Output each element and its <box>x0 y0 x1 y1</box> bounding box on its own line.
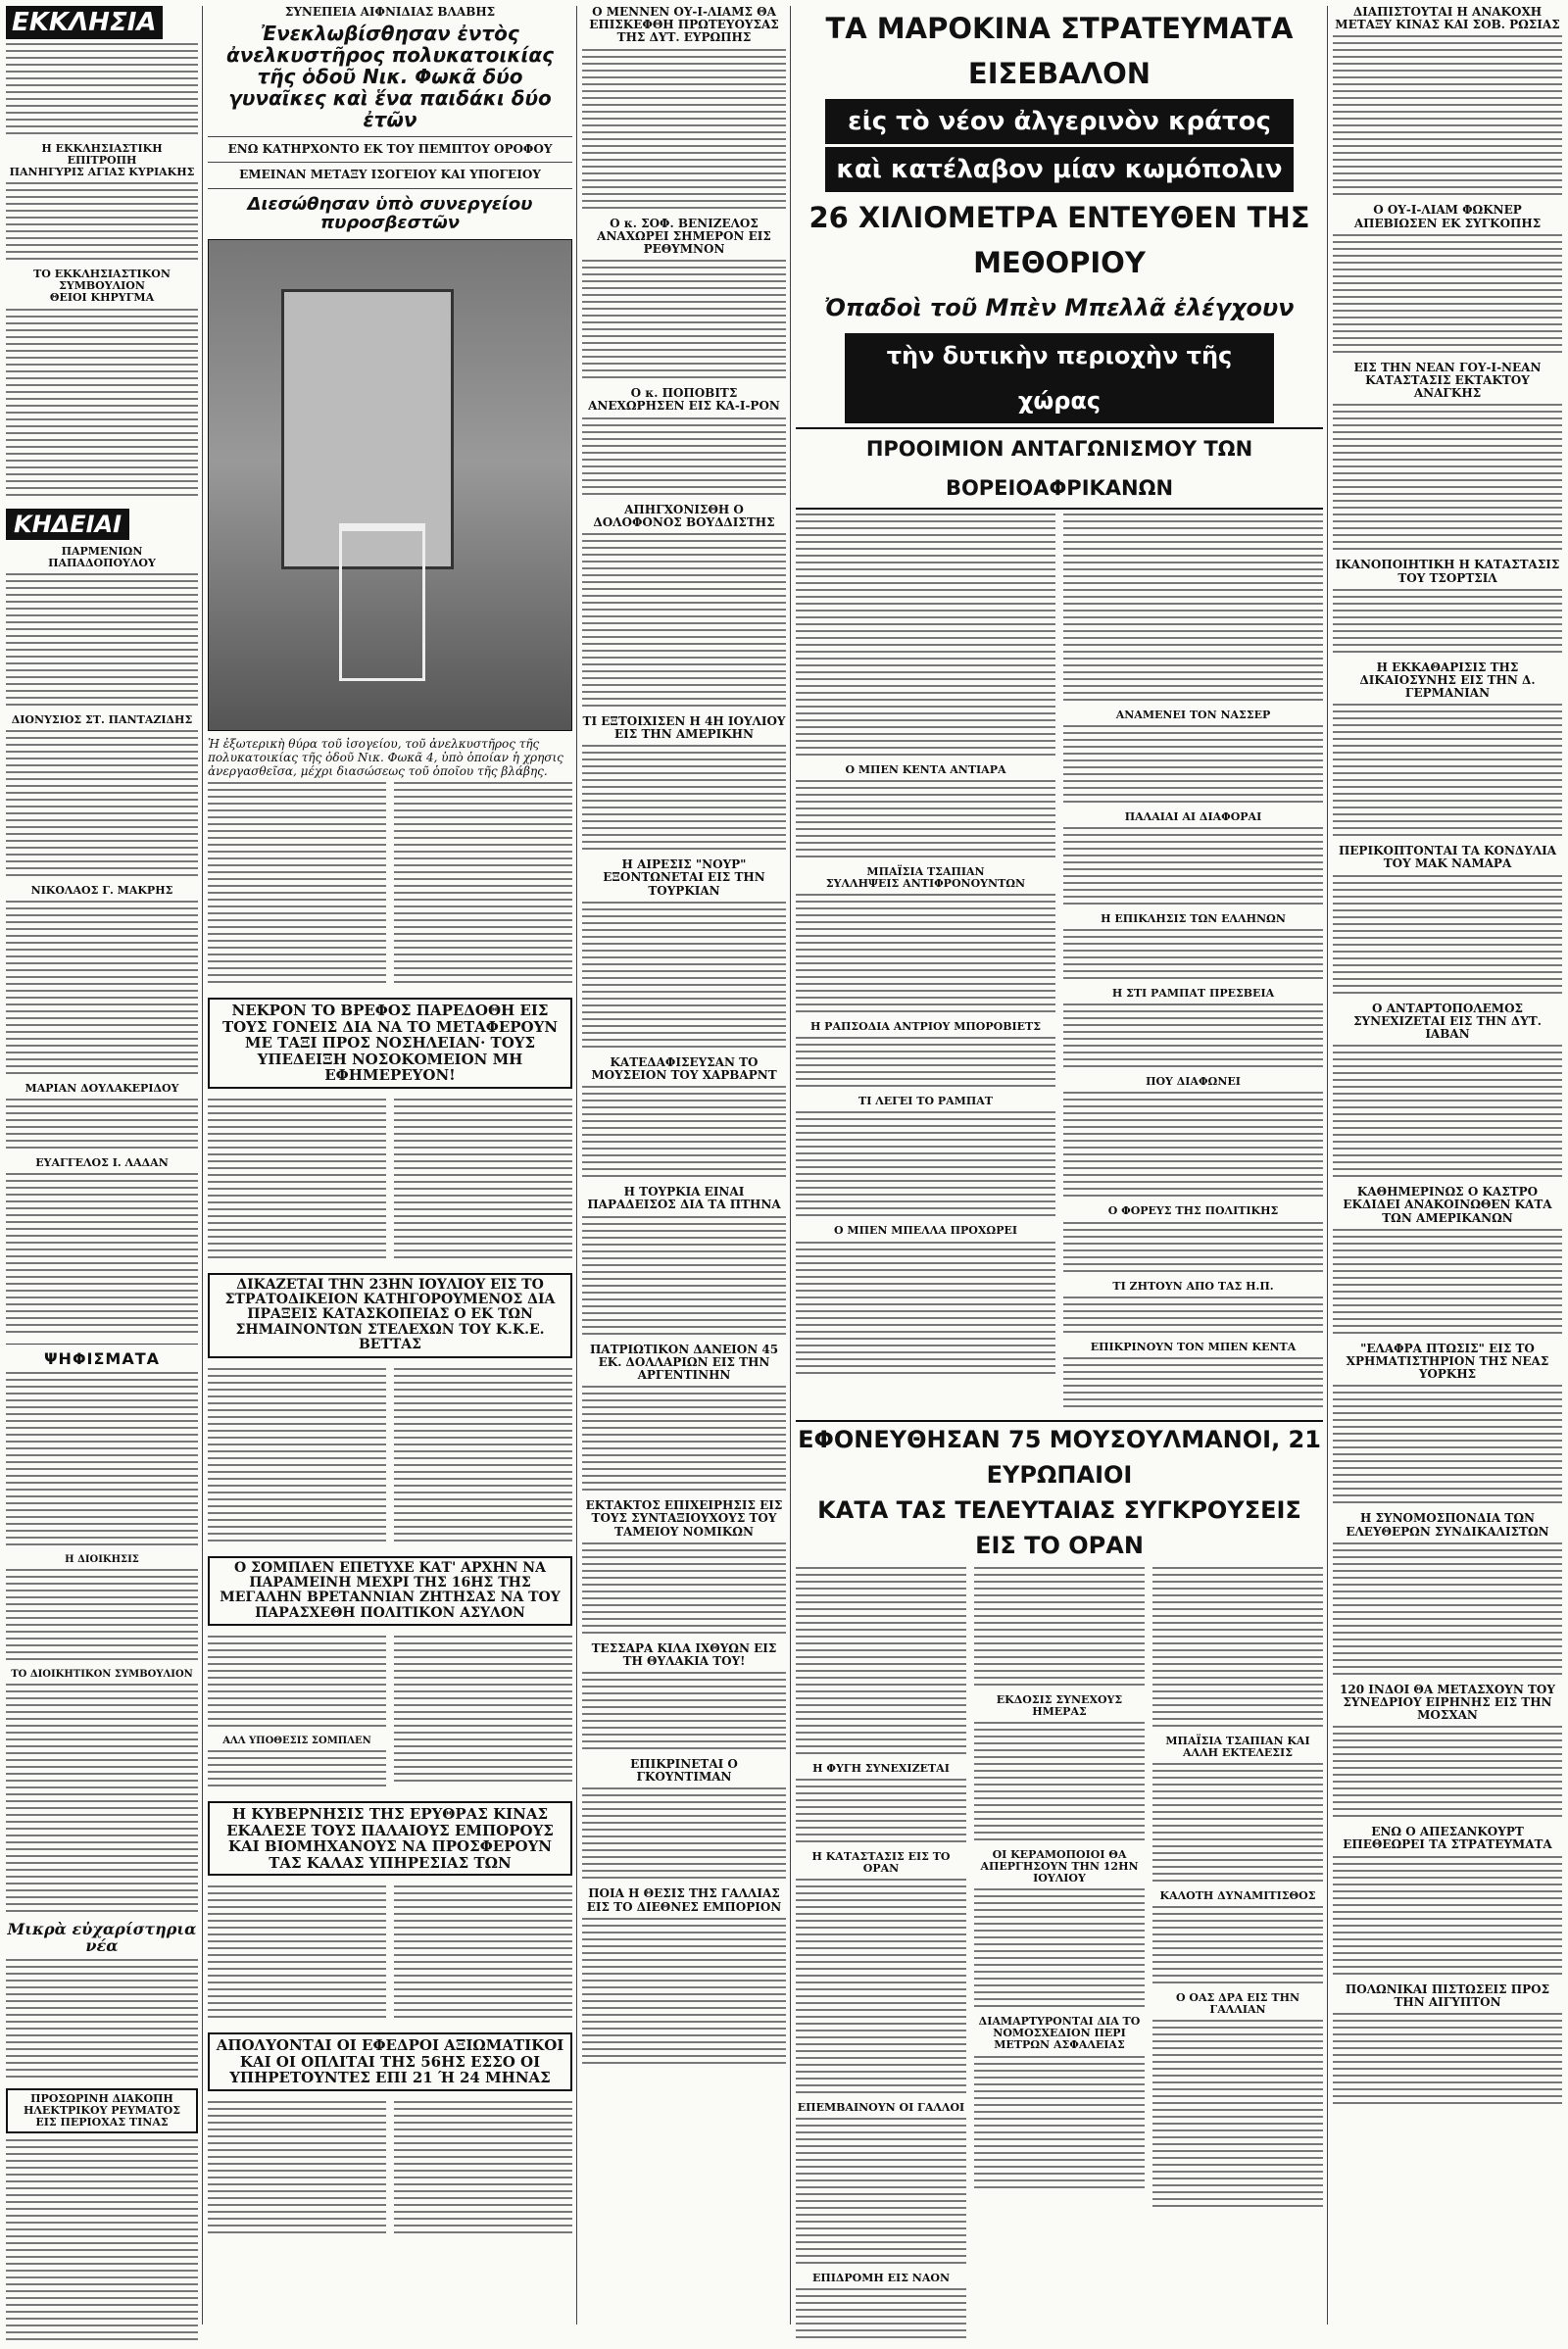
votes-text <box>6 1569 198 1665</box>
column-rule <box>202 6 203 2325</box>
article-subhead: ΑΝΑΜΕΝΕΙ ΤΟΝ ΝΑΣΣΕΡ <box>1115 709 1271 721</box>
article-text <box>582 260 786 383</box>
church-subhead: ΤΟ ΕΚΚΛΗΣΙΑΣΤΙΚΟΝ ΣΥΜΒΟΥΛΙΟΝ <box>33 268 171 293</box>
main-headline-2: ΚΑΤΑ ΤΑΣ ΤΕΛΕΥΤΑΙΑΣ ΣΥΓΚΡΟΥΣΕΙΣ ΕΙΣ ΤΟ ΟΡΑΝ <box>817 1495 1301 1559</box>
article-text <box>394 1885 572 2023</box>
chair <box>339 523 424 681</box>
article-subhead: ΕΚΔΟΣΙΣ ΣΥΝΕΧΟΥΣ ΗΜΕΡΑΣ <box>996 1692 1123 1718</box>
funeral-name: ΠΑΡΜΕΝΙΩΝ ΠΑΠΑΔΟΠΟΥΛΟΥ <box>48 544 156 569</box>
article-text <box>1063 1222 1323 1277</box>
article-subhead: Ο ΟΑΣ ΔΡΑ ΕΙΣ ΤΗΝ ΓΑΛΛΙΑΝ <box>1175 1991 1300 2017</box>
article-subhead: Η ΣΤΙ ΡΑΜΠΑΤ ΠΡΕΣΒΕΙΑ <box>1111 987 1275 1001</box>
article-text <box>974 1722 1145 1845</box>
article-headline: ΕΚΤΑΚΤΟΣ ΕΠΙΧΕΙΡΗΣΙΣ ΕΙΣ ΤΟΥΣ ΣΥΝΤΑΞΙΟΥΧΟΥΣ ΤΟΥ ΤΑΜΕΙΟΥ ΝΟΜΙΚΩΝ <box>585 1498 783 1539</box>
article-text <box>1333 2013 1562 2109</box>
article-kicker: ΣΥΝΕΠΕΙΑ ΑΙΦΝΙΔΙΑΣ ΒΛΑΒΗΣ <box>284 6 496 19</box>
funeral-name: ΝΙΚΟΛΑΟΣ Γ. ΜΑΚΡΗΣ <box>30 883 173 897</box>
article-headline: Η ΤΟΥΡΚΙΑ ΕΙΝΑΙ ΠΑΡΑΔΕΙΣΟΣ ΔΙΑ ΤΑ ΠΤΗΝΑ <box>587 1185 781 1212</box>
article-text <box>796 2288 966 2343</box>
article-text <box>1333 704 1562 841</box>
article-text <box>208 1099 386 1263</box>
article-subhead: ΕΠΙΔΡΟΜΗ ΕΙΣ ΝΑΟΝ <box>811 2272 951 2285</box>
funeral-text <box>6 1173 198 1338</box>
column-rule <box>790 6 791 2325</box>
article-headline: ΑΠΟΛΥΟΝΤΑΙ ΟΙ ΕΦΕΔΡΟΙ ΑΞΙΩΜΑΤΙΚΟΙ ΚΑΙ ΟΙ ΟΠΛΙΤΑΙ ΤΗΣ 56ΗΣ ΕΣΣΟ ΟΙ ΥΠΗΡΕΤΟΥΝΤΕΣ ΕΠΙ 21 Ή 24 ΜΗΝΑΣ <box>208 2032 572 2091</box>
column-rule <box>1327 6 1328 2325</box>
article-text <box>796 1242 1055 1379</box>
funeral-text <box>6 730 198 881</box>
article-subhead: Ο ΜΠΕΝ ΜΠΕΛΛΑ ΠΡΟΧΩΡΕΙ <box>834 1224 1017 1238</box>
funeral-text <box>6 1099 198 1153</box>
column-rule <box>576 6 577 2325</box>
elevator-photo <box>208 239 572 731</box>
funerals-section-title: ΚΗΔΕΙΑΙ <box>6 509 129 540</box>
funeral-name: ΔΙΟΝΥΣΙΟΣ ΣΤ. ΠΑΝΤΑΖΙΔΗΣ <box>11 712 193 726</box>
article-headline: ΕΠΙΚΡΙΝΕΤΑΙ Ο ΓΚΟΥΝΤΙΜΑΝ <box>630 1757 738 1785</box>
article-text <box>394 2101 572 2238</box>
article-subhead: Διεσώθησαν ὑπὸ συνεργείου πυροσβεστῶν <box>247 193 533 234</box>
article-text <box>1333 1045 1562 1182</box>
article-text <box>1152 1906 1323 1988</box>
article-subhead: Η ΦΥΓΗ ΣΥΝΕΧΙΖΕΤΑΙ <box>812 1761 950 1775</box>
article-text <box>1333 404 1562 555</box>
funeral-text <box>6 573 198 710</box>
article-subhead: ΠΑΛΑΙΑΙ ΑΙ ΔΙΑΦΟΡΑΙ <box>1124 810 1262 824</box>
votes-subhead: ΤΟ ΔΙΟΙΚΗΤΙΚΟΝ ΣΥΜΒΟΥΛΙΟΝ <box>11 1668 193 1680</box>
article-text <box>974 2056 1145 2193</box>
article-text <box>208 1750 386 1791</box>
article-text <box>1063 827 1323 909</box>
article-text <box>1333 35 1562 200</box>
funeral-text <box>6 901 198 1079</box>
article-text <box>582 1787 786 1884</box>
article-subhead: ΤΙ ΖΗΤΟΥΝ ΑΠΟ ΤΑΣ Η.Π. <box>1112 1279 1274 1293</box>
article-text <box>394 782 572 988</box>
votes-subhead: Η ΔΙΟΙΚΗΣΙΣ <box>65 1553 139 1565</box>
article-subhead: ΑΛΛ ΥΠΟΘΕΣΙΣ ΣΟΜΠΛΕΝ <box>222 1736 371 1747</box>
article-headline: ΠΑΤΡΙΩΤΙΚΟΝ ΔΑΝΕΙΟΝ 45 ΕΚ. ΔΟΛΛΑΡΙΩΝ ΕΙΣ ΤΗΝ ΑΡΓΕΝΤΙΝΗΝ <box>589 1342 779 1382</box>
main-headline: Ὀπαδοὶ τοῦ Μπὲν Μπελλᾶ ἐλέγχουν <box>824 294 1295 321</box>
article-text <box>1152 1567 1323 1732</box>
article-text <box>796 894 1055 1017</box>
votes-text <box>6 1372 198 1550</box>
article-text <box>582 1672 786 1754</box>
article-subhead: Η ΚΑΤΑΣΤΑΣΙΣ ΕΙΣ ΤΟ ΟΡΑΝ <box>811 1849 951 1875</box>
article-headline: ΚΑΘΗΜΕΡΙΝΩΣ Ο ΚΑΣΤΡΟ ΕΚΔΙΔΕΙ ΑΝΑΚΟΙΝΩΘΕΝ ΚΑΤΑ ΤΩΝ ΑΜΕΡΙΚΑΝΩΝ <box>1343 1185 1552 1225</box>
column-6 <box>1333 6 1562 2113</box>
article-text <box>1063 725 1323 807</box>
article-text <box>1333 1385 1562 1508</box>
article-subhead: ΕΠΙΚΡΙΝΟΥΝ ΤΟΝ ΜΠΕΝ ΚΕΝΤΑ <box>1090 1340 1297 1353</box>
article-text <box>208 1885 386 2023</box>
church-text <box>6 43 198 139</box>
article-text <box>796 1111 1055 1221</box>
church-section-title: ΕΚΚΛΗΣΙΑ <box>6 6 163 39</box>
article-text <box>796 1779 966 1847</box>
article-text <box>1063 1297 1323 1338</box>
article-subhead: ΠΟΥ ΔΙΑΦΩΝΕΙ <box>1146 1075 1241 1089</box>
article-subhead: ΕΝΩ ΚΑΤΗΡΧΟΝΤΟ ΕΚ ΤΟΥ ΠΕΜΠΤΟΥ ΟΡΟΦΟΥ <box>227 142 553 157</box>
article-headline: ΚΑΤΕΔΑΦΙΣΕΥΣΑΝ ΤΟ ΜΟΥΣΕΙΟΝ ΤΟΥ ΧΑΡΒΑΡΝΤ <box>591 1054 777 1082</box>
article-headline: Ο κ. ΠΟΠΟΒΙΤΣ ΑΝΕΧΩΡΗΣΕΝ ΕΙΣ ΚΑ-Ι-ΡΟΝ <box>588 386 780 414</box>
article-subhead: ΔΙΑΜΑΡΤΥΡΟΝΤΑΙ ΔΙΑ ΤΟ ΝΟΜΟΣΧΕΔΙΟΝ ΠΕΡΙ ΜΕΤΡΩΝ ΑΣΦΑΛΕΙΑΣ <box>978 2015 1141 2052</box>
article-subhead: Η ΕΠΙΚΛΗΣΙΣ ΤΩΝ ΕΛΛΗΝΩΝ <box>1101 912 1286 926</box>
article-subhead: Ο ΜΠΕΝ ΚΕΝΤΑ ΑΝΤΙΑΡΑ <box>845 763 1006 776</box>
article-subhead: ΣΥΛΛΗΨΕΙΣ ΑΝΤΙΦΡΟΝΟΥΝΤΩΝ <box>825 877 1026 891</box>
article-text <box>796 1037 1055 1092</box>
article-headline: ΕΙΣ ΤΗΝ ΝΕΑΝ ΓΟΥ-Ι-ΝΕΑΝ ΚΑΤΑΣΤΑΣΙΣ ΕΚΤΑΚΤΟΥ ΑΝΑΓΚΗΣ <box>1353 360 1542 401</box>
main-headline: τὴν δυτικὴν περιοχὴν τῆς χώρας <box>845 333 1274 423</box>
article-text <box>1063 929 1323 984</box>
article-text <box>796 780 1055 862</box>
article-headline: Η ΣΥΝΟΜΟΣΠΟΝΔΙΑ ΤΩΝ ΕΛΕΥΘΕΡΩΝ ΣΥΝΔΙΚΑΛΙΣΤΩΝ <box>1346 1511 1549 1539</box>
article-headline: Ο ΟΥ-Ι-ΛΙΑΜ ΦΩΚΝΕΡ ΑΠΕΒΙΩΣΕΝ ΕΚ ΣΥΓΚΟΠΗΣ <box>1353 203 1542 230</box>
column-2 <box>208 6 572 2242</box>
article-text <box>208 1368 386 1546</box>
article-text <box>208 2101 386 2238</box>
article-text <box>1333 234 1562 358</box>
article-subhead: ΟΙ ΚΕΡΑΜΟΠΟΙΟΙ ΘΑ ΑΠΕΡΓΗΣΟΥΝ ΤΗΝ 12ΗΝ ΙΟΥΛΙΟΥ <box>980 1847 1139 1885</box>
article-headline: ΑΠΗΓΧΟΝΙΣΘΗ Ο ΔΟΛΟΦΟΝΟΣ ΒΟΥΔΔΙΣΤΗΣ <box>593 502 775 529</box>
article-text <box>582 533 786 711</box>
article-headline: Ο ΣΟΜΠΛΕΝ ΕΠΕΤΥΧΕ ΚΑΤ' ΑΡΧΗΝ ΝΑ ΠΑΡΑΜΕΙΝΗ ΜΕΧΡΙ ΤΗΣ 16ΗΣ ΤΗΣ ΜΕΓΑΛΗΝ ΒΡΕΤΑΝΝΙΑΝ ΖΗΤΗΣΑΣ ΝΑ ΤΟΥ ΠΑΡΑΣΧΕΘΗ ΠΟΛΙΤΙΚΟΝ ΑΣΥΛΟΝ <box>208 1556 572 1627</box>
article-text <box>974 1888 1145 2012</box>
church-subhead: ΠΑΝΗΓΥΡΙΣ ΑΓΙΑΣ ΚΥΡΙΑΚΗΣ <box>9 166 195 179</box>
column-3 <box>582 6 786 2073</box>
article-text <box>1063 1092 1323 1201</box>
article-text <box>582 49 786 214</box>
article-text <box>208 1636 386 1732</box>
article-subhead: ΜΠΑΪΣΙΑ ΤΣΑΠΙΑΝ ΚΑΙ ΑΛΛΗ ΕΚΤΕΛΕΣΙΣ <box>1165 1734 1310 1759</box>
article-headline: Η ΚΥΒΕΡΝΗΣΙΣ ΤΗΣ ΕΡΥΘΡΑΣ ΚΙΝΑΣ ΕΚΑΛΕΣΕ ΤΟΥΣ ΠΑΛΑΙΟΥΣ ΕΜΠΟΡΟΥΣ ΚΑΙ ΒΙΟΜΗΧΑΝΟΥΣ ΝΑ ΠΡΟΣΦΕΡΟΥΝ ΤΑΣ ΚΑΛΑΣ ΥΠΗΡΕΣΙΑΣ ΤΩΝ <box>208 1801 572 1876</box>
article-headline: ΤΙ ΕΞΤΟΙΧΙΣΕΝ Η 4Η ΙΟΥΛΙΟΥ ΕΙΣ ΤΗΝ ΑΜΕΡΙΚΗΝ <box>582 713 786 742</box>
funeral-name: ΕΥΑΓΓΕΛΟΣ Ι. ΛΑΔΑΝ <box>35 1156 169 1170</box>
article-headline: "ΕΛΑΦΡΑ ΠΤΩΣΙΣ" ΕΙΣ ΤΟ ΧΡΗΜΑΤΙΣΤΗΡΙΟΝ ΤΗΣ ΝΕΑΣ ΥΟΡΚΗΣ <box>1346 1341 1549 1382</box>
article-headline: ΤΕΣΣΑΡΑ ΚΙΛΑ ΙΧΘΥΩΝ ΕΙΣ ΤΗ ΘΥΛΑΚΙΑ ΤΟΥ! <box>591 1640 777 1668</box>
article-text <box>796 1879 966 2098</box>
article-subhead: ΕΜΕΙΝΑΝ ΜΕΤΑΞΥ ΙΣΟΓΕΙΟΥ ΚΑΙ ΥΠΟΓΕΙΟΥ <box>239 168 541 182</box>
article-headline: Ο ΑΝΤΑΡΤΟΠΟΛΕΜΟΣ ΣΥΝΕΧΙΖΕΤΑΙ ΕΙΣ ΤΗΝ ΔΥΤ. ΙΑΒΑΝ <box>1353 1001 1542 1041</box>
article-text <box>796 2118 966 2269</box>
photo-caption: Ἡ ἐξωτερικὴ θύρα τοῦ ἰσογείου, τοῦ ἀνελκυστῆρος τῆς πολυκατοικίας τῆς ὁδοῦ Νικ. Φωκᾶ 4, ὑπὸ ὁποίαν ἡ χρησις ἀνεργασθεῖσα, μέχρι διασώσεως τοῦ ὁποῖου τῆς βλάβης. <box>208 737 564 779</box>
article-subhead: ΤΙ ΛΕΓΕΙ ΤΟ ΡΑΜΠΑΤ <box>858 1095 993 1108</box>
thanks-text <box>6 1959 198 2082</box>
church-subhead: ΘΕΙΟΙ ΚΗΡΥΓΜΑ <box>49 291 155 305</box>
article-headline: Ο ΜΕΝΝΕΝ ΟΥ-Ι-ΛΙΑΜΣ ΘΑ ΕΠΙΣΚΕΦΘΗ ΠΡΩΤΕΥΟΥΣΑΣ ΤΗΣ ΔΥΤ. ΕΥΡΩΠΗΣ <box>589 6 779 45</box>
votes-text <box>6 1684 198 1917</box>
article-text <box>974 1567 1145 1690</box>
article-text <box>582 417 786 500</box>
article-text <box>1333 875 1562 999</box>
article-headline: Η ΕΚΚΑΘΑΡΙΣΙΣ ΤΗΣ ΔΙΚΑΙΟΣΥΝΗΣ ΕΙΣ ΤΗΝ Δ. ΓΕΡΜΑΝΙΑΝ <box>1359 660 1536 701</box>
article-text <box>582 1542 786 1639</box>
article-headline: ΕΝΩ Ο ΑΠΕΣΑΝΚΟΥΡΤ ΕΠΕΘΕΩΡΕΙ ΤΑ ΣΤΡΑΤΕΥΜΑΤΑ <box>1343 1825 1552 1852</box>
funeral-name: ΜΑΡΙΑΝ ΔΟΥΛΑΚΕΡΙΔΟΥ <box>24 1081 179 1095</box>
main-headline: ΠΡΟΟΙΜΙΟΝ ΑΝΤΑΓΩΝΙΣΜΟΥ ΤΩΝ ΒΟΡΕΙΟΑΦΡΙΚΑΝΩΝ <box>796 427 1323 510</box>
article-text <box>1333 1542 1562 1680</box>
main-headline: καὶ κατέλαβον μίαν κωμόπολιν <box>825 147 1294 192</box>
article-subhead: ΚΑΛΟΤΗ ΔΥΝΑΜΙΤΙΣΘΟΣ <box>1159 1888 1316 1902</box>
article-text <box>1152 1763 1323 1886</box>
article-text <box>208 782 386 988</box>
article-text <box>1152 2020 1323 2212</box>
article-text <box>796 1567 966 1759</box>
article-text <box>582 1918 786 2069</box>
church-text <box>6 182 198 265</box>
article-headline: Ο κ. ΣΟΦ. ΒΕΝΙΖΕΛΟΣ ΑΝΑΧΩΡΕΙ ΣΗΜΕΡΟΝ ΕΙΣ ΡΕΘΥΜΝΟΝ <box>597 216 771 256</box>
thanks-title: Μικρὰ εὐχαρίστηρια νέα <box>7 1919 197 1956</box>
main-headline: εἰς τὸ νέον ἀλγερινὸν κράτος <box>825 99 1294 144</box>
article-headline: Ἐνεκλωβίσθησαν ἐντὸς ἀνελκυστῆρος πολυκατοικίας τῆς ὁδοῦ Νικ. Φωκᾶ δύο γυναῖκες καὶ ἕνα παιδάκι δύο ἐτῶν <box>226 22 554 132</box>
article-text <box>394 1636 572 1786</box>
article-text <box>1333 1856 1562 1980</box>
article-text <box>394 1099 572 1263</box>
notice-title: ΠΡΟΣΩΡΙΝΗ ΔΙΑΚΟΠΗ ΗΛΕΚΤΡΙΚΟΥ ΡΕΥΜΑΤΟΣ ΕΙΣ ΠΕΡΙΟΧΑΣ ΤΙΝΑΣ <box>6 2088 198 2133</box>
article-headline: ΙΚΑΝΟΠΟΙΗΤΙΚΗ Η ΚΑΤΑΣΤΑΣΙΣ ΤΟΥ ΤΣΟΡΤΣΙΛ <box>1335 558 1560 585</box>
article-subhead: ΜΠΑΪΣΙΑ ΤΣΑΠΙΑΝ <box>866 865 985 879</box>
main-headline: ΤΑ ΜΑΡΟΚΙΝΑ ΣΤΡΑΤΕΥΜΑΤΑ ΕΙΣΕΒΑΛΟΝ <box>825 12 1294 90</box>
article-text <box>1333 589 1562 658</box>
article-text <box>394 1368 572 1546</box>
column-1 <box>6 6 198 2349</box>
main-headline-2: ΕΦΟΝΕΥΘΗΣΑΝ 75 ΜΟΥΣΟΥΛΜΑΝΟΙ, 21 ΕΥΡΩΠΑΙΟΙ <box>796 1420 1323 1493</box>
article-headline: ΝΕΚΡΟΝ ΤΟ ΒΡΕΦΟΣ ΠΑΡΕΔΟΘΗ ΕΙΣ ΤΟΥΣ ΓΟΝΕΙΣ ΔΙΑ ΝΑ ΤΟ ΜΕΤΑΦΕΡΟΥΝ ΜΕ ΤΑΞΙ ΠΡΟΣ ΝΟΣΗΛΕΙΑΝ· ΤΟΥΣ ΥΠΕΔΕΙΞΗ ΝΟΣΟΚΟΜΕΙΟΝ ΜΗ ΕΦΗΜΕΡΕΥΟΝ! <box>208 998 572 1089</box>
article-headline: ΠΕΡΙΚΟΠΤΟΝΤΑΙ ΤΑ ΚΟΝΔΥΛΙΑ ΤΟΥ ΜΑΚ ΝΑΜΑΡΑ <box>1338 844 1557 871</box>
church-text <box>6 309 198 501</box>
article-text <box>582 745 786 855</box>
article-text <box>582 1216 786 1340</box>
article-text <box>582 902 786 1052</box>
article-headline: ΔΙΚΑΖΕΤΑΙ ΤΗΝ 23ΗΝ ΙΟΥΛΙΟΥ ΕΙΣ ΤΟ ΣΤΡΑΤΟΔΙΚΕΙΟΝ ΚΑΤΗΓΟΡΟΥΜΕΝΟΣ ΔΙΑ ΠΡΑΞΕΙΣ ΚΑΤΑΣΚΟΠΕΙΑΣ Ο ΕΚ ΤΩΝ ΣΗΜΑΙΝΟΝΤΩΝ ΣΤΕΛΕΧΩΝ ΤΟΥ Κ.Κ.Ε. ΒΕΤΤΑΣ <box>208 1273 572 1358</box>
article-subhead: ΕΠΕΜΒΑΙΝΟΥΝ ΟΙ ΓΑΛΛΟΙ <box>797 2101 965 2115</box>
article-text <box>582 1086 786 1182</box>
article-text <box>796 514 1055 760</box>
article-headline: ΔΙΑΠΙΣΤΟΥΤΑΙ Η ΑΝΑΚΟΧΗ ΜΕΤΑΞΥ ΚΙΝΑΣ ΚΑΙ ΣΟΒ. ΡΩΣΙΑΣ <box>1335 6 1560 32</box>
article-subhead: Η ΡΑΠΣΟΔΙΑ ΑΝΤΡΙΟΥ ΜΠΟΡΟΒΙΕΤΣ <box>809 1020 1042 1034</box>
article-text <box>1063 1357 1323 1412</box>
church-subhead: Η ΕΚΚΛΗΣΙΑΣΤΙΚΗ ΕΠΙΤΡΟΠΗ <box>41 142 163 168</box>
main-story <box>796 6 1323 2347</box>
article-text <box>1063 1003 1323 1072</box>
article-subhead: Ο ΦΟΡΕΥΣ ΤΗΣ ΠΟΛΙΤΙΚΗΣ <box>1107 1204 1279 1218</box>
notice-text <box>6 2139 198 2345</box>
article-headline: Η ΑΙΡΕΣΙΣ "ΝΟΥΡ" ΕΞΟΝΤΩΝΕΤΑΙ ΕΙΣ ΤΗΝ ΤΟΥΡΚΙΑΝ <box>603 857 765 898</box>
article-headline: ΠΟΛΩΝΙΚΑΙ ΠΙΣΤΩΣΕΙΣ ΠΡΟΣ ΤΗΝ ΑΙΓΥΠΤΟΝ <box>1345 1982 1550 2009</box>
article-headline: 120 ΙΝΔΟΙ ΘΑ ΜΕΤΑΣΧΟΥΝ ΤΟΥ ΣΥΝΕΔΡΙΟΥ ΕΙΡΗΝΗΣ ΕΙΣ ΤΗΝ ΜΟΣΧΑΝ <box>1340 1682 1555 1723</box>
article-text <box>1063 514 1323 706</box>
main-headline: 26 ΧΙΛΙΟΜΕΤΡΑ ΕΝΤΕΥΘΕΝ ΤΗΣ ΜΕΘΟΡΙΟΥ <box>808 201 1310 279</box>
article-text <box>1333 1726 1562 1822</box>
votes-section-title: ΨΗΦΙΣΜΑΤΑ <box>43 1349 161 1369</box>
article-headline: ΠΟΙΑ Η ΘΕΣΙΣ ΤΗΣ ΓΑΛΛΙΑΣ ΕΙΣ ΤΟ ΔΙΕΘΝΕΣ ΕΜΠΟΡΙΟΝ <box>586 1886 782 1914</box>
article-text <box>1333 1229 1562 1339</box>
article-text <box>582 1386 786 1495</box>
